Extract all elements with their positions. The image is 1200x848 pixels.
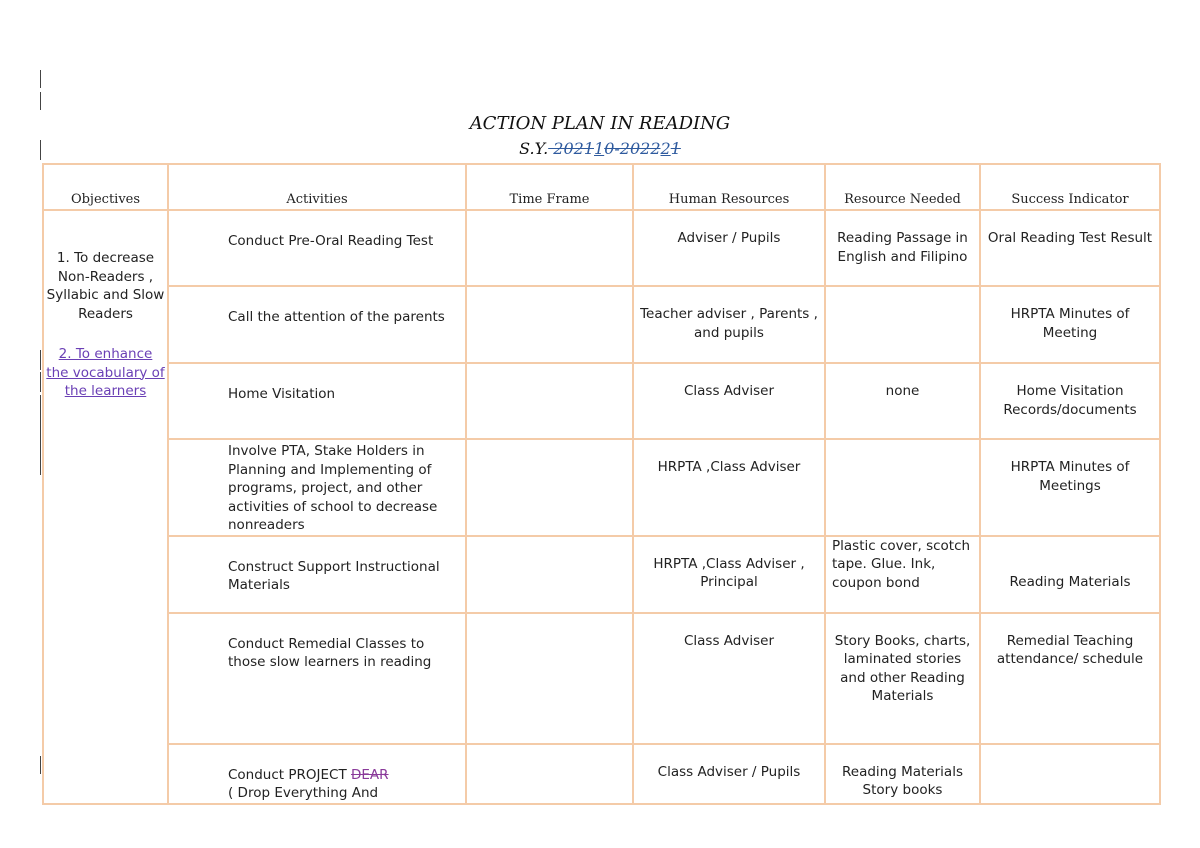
activity-cell	[168, 363, 466, 439]
col-activities: Activities	[168, 164, 466, 210]
col-objectives: Objectives	[43, 164, 168, 210]
school-year-deleted: 0-2022	[604, 139, 661, 158]
human-resources-cell: Class Adviser	[633, 613, 825, 744]
time-frame-cell	[466, 744, 633, 804]
change-bar	[40, 756, 41, 774]
header-row	[43, 164, 1160, 210]
time-frame-cell	[466, 536, 633, 613]
activity-text: Involve PTA, Stake Holders in Planning and Implementing of programs, project, and other activities of school to decrease nonreaders	[228, 443, 438, 533]
change-bar	[40, 395, 41, 475]
table-row	[43, 439, 1160, 536]
human-resources-cell: Teacher adviser , Parents , and pupils	[633, 286, 825, 363]
activity-text: Conduct Remedial Classes to those slow learners in reading	[228, 635, 432, 670]
objective-1: 1. To decrease Non-Readers , Syllabic and Slow Readers	[46, 250, 165, 322]
document-title: ACTION PLAN IN READING	[469, 113, 731, 134]
resource-needed-cell	[825, 286, 980, 363]
time-frame-cell	[466, 439, 633, 536]
objectives-cell	[43, 210, 168, 804]
table-row	[43, 210, 1160, 286]
human-resources-cell: Class Adviser	[633, 363, 825, 439]
activity-text: Call the attention of the parents	[228, 309, 445, 325]
time-frame-cell	[466, 613, 633, 744]
table-row	[43, 363, 1160, 439]
change-bar	[40, 372, 41, 392]
resource-needed-cell: Reading Passage in English and Filipino	[825, 210, 980, 286]
activity-text-part: Conduct PROJECT	[228, 766, 351, 783]
success-indicator-cell: Reading Materials	[980, 536, 1160, 613]
time-frame-cell	[466, 286, 633, 363]
success-indicator-cell: HRPTA Minutes of Meeting	[980, 286, 1160, 363]
time-frame-cell	[466, 210, 633, 286]
col-success-indicator: Success Indicator	[980, 164, 1160, 210]
activity-text: Home Visitation	[228, 386, 336, 402]
activity-cell	[168, 744, 466, 804]
table-row	[43, 286, 1160, 363]
school-year-inserted: 1	[594, 139, 605, 158]
table-row	[43, 744, 1160, 804]
table-row	[43, 536, 1160, 613]
activity-text-part: ( Drop Everything And	[228, 785, 379, 801]
activity-cell	[168, 536, 466, 613]
school-year-deleted: 2021	[548, 139, 594, 158]
school-year	[0, 139, 1200, 158]
activity-cell	[168, 286, 466, 363]
objective-2: 2. To enhance the vocabulary of the learners	[46, 346, 165, 399]
human-resources-cell: Class Adviser / Pupils	[633, 744, 825, 804]
col-human-resources: Human Resources	[633, 164, 825, 210]
success-indicator-cell: Home Visitation Records/documents	[980, 363, 1160, 439]
school-year-prefix: S.Y.	[519, 139, 549, 158]
success-indicator-cell: HRPTA Minutes of Meetings	[980, 439, 1160, 536]
resource-needed-cell: Plastic cover, scotch tape. Glue. Ink, coupon bond	[825, 536, 980, 613]
human-resources-cell: HRPTA ,Class Adviser	[633, 439, 825, 536]
resource-needed-cell	[825, 439, 980, 536]
resource-needed-cell: Reading Materials Story books	[825, 744, 980, 804]
table-row	[43, 613, 1160, 744]
school-year-inserted: 2	[660, 139, 671, 158]
col-resource-needed: Resource Needed	[825, 164, 980, 210]
activity-text: Construct Support Instructional Materials	[228, 558, 440, 593]
school-year-deleted: 1	[670, 139, 681, 158]
success-indicator-cell: Oral Reading Test Result	[980, 210, 1160, 286]
resource-needed-cell: none	[825, 363, 980, 439]
activity-cell	[168, 613, 466, 744]
time-frame-cell	[466, 363, 633, 439]
activity-cell	[168, 439, 466, 536]
activity-text: Conduct Pre-Oral Reading Test	[228, 233, 434, 249]
action-plan-table	[42, 163, 1161, 805]
resource-needed-cell: Story Books, charts, laminated stories and other Reading Materials	[825, 613, 980, 744]
change-bar	[40, 70, 41, 88]
human-resources-cell: Adviser / Pupils	[633, 210, 825, 286]
deleted-text: DEAR	[351, 766, 389, 783]
change-bar	[40, 350, 41, 370]
activity-cell	[168, 210, 466, 286]
success-indicator-cell	[980, 744, 1160, 804]
col-time-frame: Time Frame	[466, 164, 633, 210]
activity-text	[203, 766, 461, 803]
human-resources-cell: HRPTA ,Class Adviser , Principal	[633, 536, 825, 613]
success-indicator-cell: Remedial Teaching attendance/ schedule	[980, 613, 1160, 744]
change-bar	[40, 92, 41, 110]
